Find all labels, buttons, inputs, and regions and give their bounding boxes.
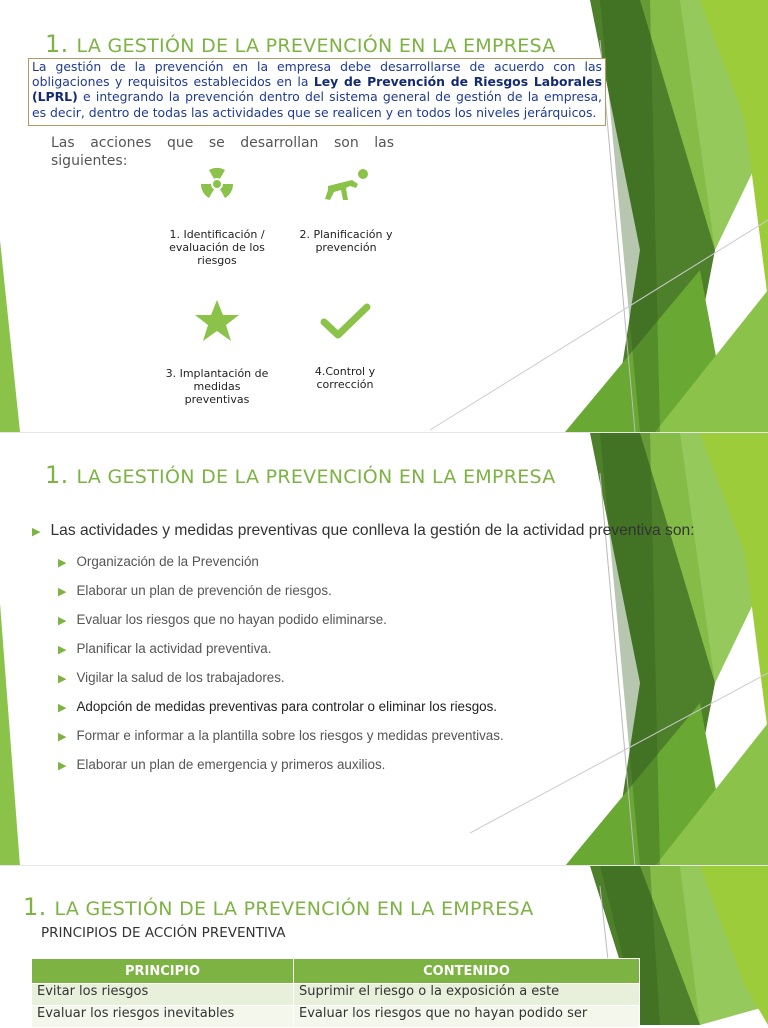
intro-text-box (28, 58, 606, 126)
table-cell: Evaluar los riesgos que no hayan podido ser (294, 1006, 640, 1028)
bullet-icon: ▶ (58, 760, 67, 772)
list-item: ▶ Elaborar un plan de emergencia y primeros auxilios. (58, 757, 386, 772)
intro-text-b: e integrando la prevención dentro del sistema general de gestión de la empresa, es decir, dentro de todas las actividades que se realicen y en todos los niveles jerárquicos. (32, 89, 602, 120)
table-header-row (32, 959, 640, 984)
title-text: LA GESTIÓN DE LA PREVENCIÓN EN LA EMPRESA (76, 466, 556, 488)
table-row (32, 1006, 640, 1028)
table-row (32, 984, 640, 1006)
list-lead (32, 522, 695, 540)
table-cell: Evitar los riesgos (32, 984, 294, 1006)
bullet-icon: ▶ (58, 731, 67, 743)
step-4-label: 4.Control y corrección (314, 365, 376, 391)
bullet-icon: ▶ (58, 644, 67, 656)
crawling-person-icon (322, 166, 370, 202)
star-icon (194, 298, 240, 344)
list-item: ▶ Planificar la actividad preventiva. (58, 641, 272, 656)
table-cell: Evaluar los riesgos inevitables (32, 1006, 294, 1028)
step-2-label: 2. Planificación y prevención (299, 228, 393, 254)
list-item: ▶ Formar e informar a la plantilla sobre los riesgos y medidas preventivas. (58, 728, 504, 743)
list-item: ▶ Vigilar la salud de los trabajadores. (58, 670, 285, 685)
bullet-icon: ▶ (58, 586, 67, 598)
title-text: LA GESTIÓN DE LA PREVENCIÓN EN LA EMPRESA (76, 35, 556, 57)
slide-1 (0, 0, 768, 432)
radiation-icon (195, 164, 239, 204)
bullet-icon: ▶ (58, 702, 67, 714)
title-text: LA GESTIÓN DE LA PREVENCIÓN EN LA EMPRESA (54, 898, 534, 920)
column-header: PRINCIPIO (32, 959, 294, 984)
principles-subtitle: PRINCIPIOS DE ACCIÓN PREVENTIVA (41, 925, 286, 941)
table-cell: Suprimir el riesgo o la exposición a este (294, 984, 640, 1006)
lead-text: Las actividades y medidas preventivas que conlleva la gestión de la actividad preventiva son: (50, 522, 695, 539)
checkmark-icon (320, 302, 372, 342)
list-item: ▶ Elaborar un plan de prevención de riesgos. (58, 583, 332, 598)
list-item: ▶ Adopción de medidas preventivas para controlar o eliminar los riesgos. (58, 699, 498, 714)
list-item: ▶ Evaluar los riesgos que no hayan podido eliminarse. (58, 612, 387, 627)
acciones-text: Las acciones que se desarrollan son las siguientes: (51, 135, 394, 169)
bullet-icon: ▶ (58, 673, 67, 685)
step-1-label: 1. Identificación / evaluación de los riesgos (169, 228, 265, 267)
bullet-icon: ▶ (32, 526, 41, 538)
title-number: 1. (45, 30, 69, 58)
slide-title (23, 893, 534, 921)
bullet-icon: ▶ (58, 557, 67, 569)
law-name: Ley de Prevención de Riesgos Laborales (LPRL) (32, 74, 602, 105)
title-number: 1. (45, 461, 69, 489)
title-number: 1. (23, 893, 47, 921)
step-3-label: 3. Implantación de medidas preventivas (165, 367, 269, 406)
column-header: CONTENIDO (294, 959, 640, 984)
intro-text-a: La gestión de la prevención en la empresa debe desarrollarse de acuerdo con las obligaciones y requisitos establecidos en la (32, 59, 602, 90)
slide-title (45, 461, 556, 489)
slide-title (45, 30, 556, 58)
list-item: ▶ Organización de la Prevención (58, 554, 259, 569)
principles-table (31, 958, 640, 1028)
bullet-icon: ▶ (58, 615, 67, 627)
